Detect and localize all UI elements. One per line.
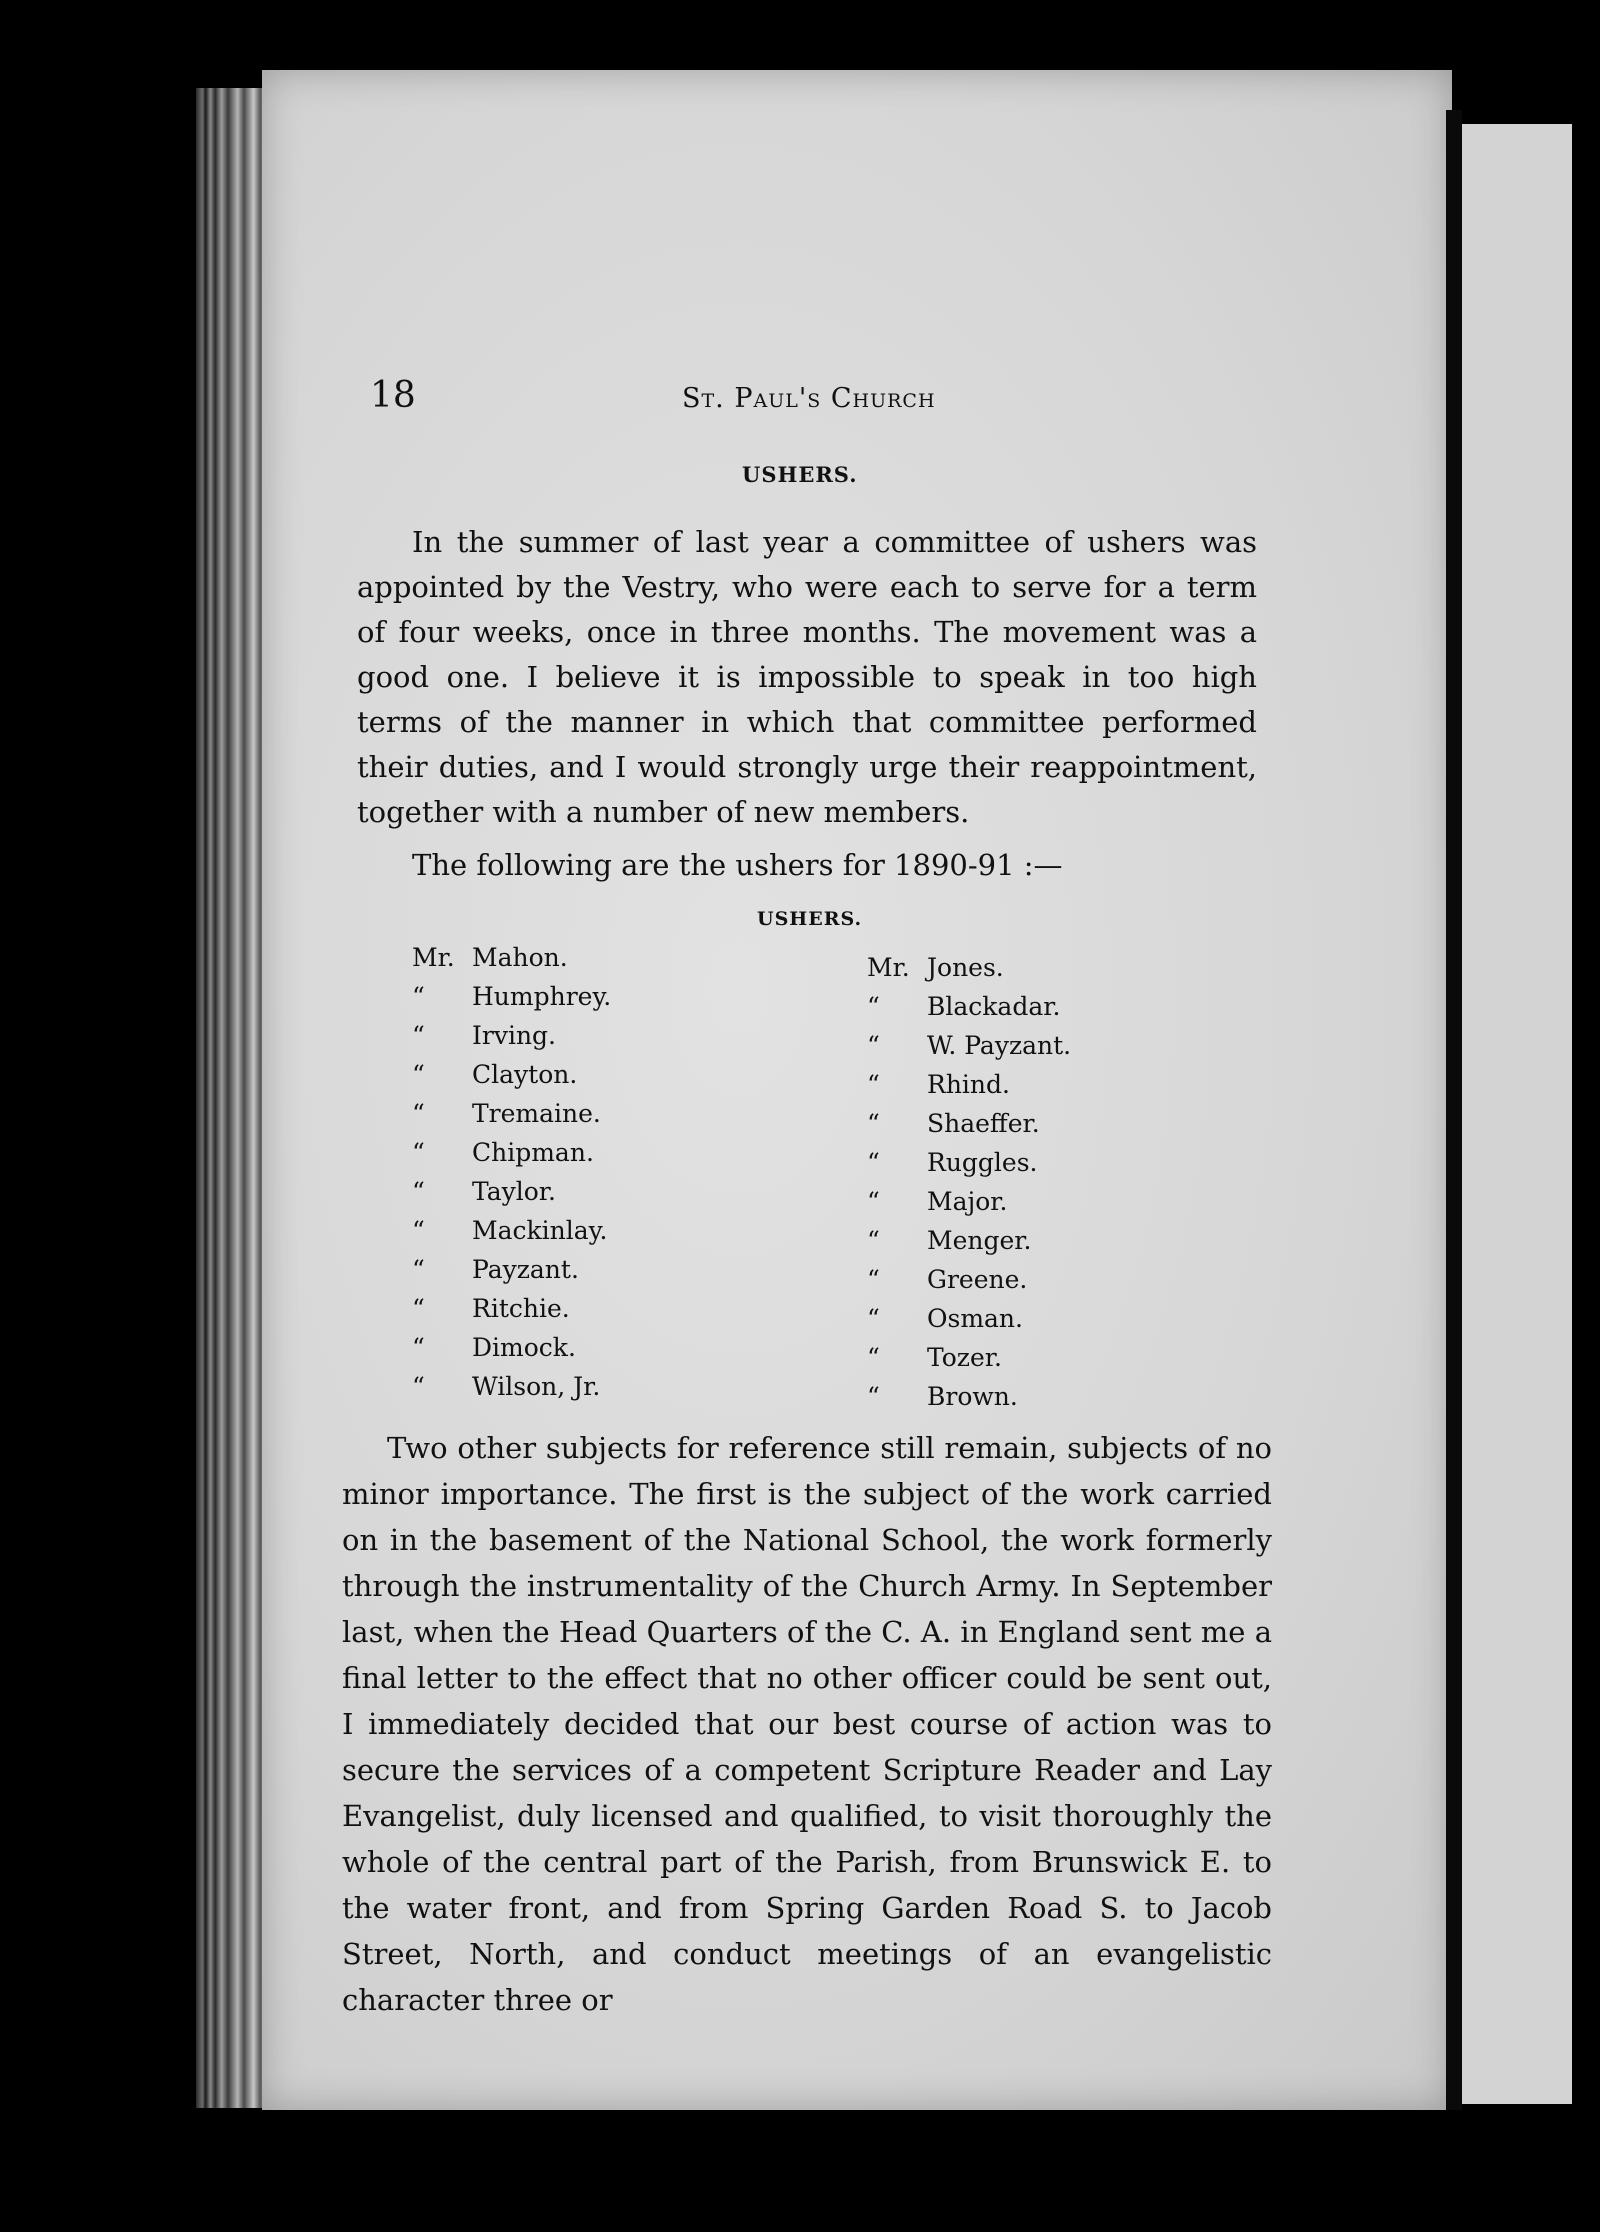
usher-name: Rhind. <box>927 1070 1010 1099</box>
list-item <box>867 1260 1071 1299</box>
paragraph-ushers-committee: In the summer of last year a committee of ushers was appointed by the Vestry, who were each to serve for a term of four weeks, once in three months. The movement was a good one. I believe it is impossible to speak in too high terms of the manner in which that committee performed their duties, and I would strongly urge their reappointment, together with a number of new members. <box>357 525 1257 829</box>
usher-prefix: “ <box>867 1148 880 1177</box>
usher-name: Blackadar. <box>927 992 1061 1021</box>
usher-prefix: “ <box>867 1382 880 1411</box>
list-item <box>867 987 1071 1026</box>
ushers-list-title: USHERS. <box>757 908 863 930</box>
list-item <box>412 1172 611 1211</box>
usher-prefix: “ <box>867 992 880 1021</box>
usher-name: Mackinlay. <box>472 1216 608 1245</box>
list-item <box>867 1065 1071 1104</box>
usher-name: Greene. <box>927 1265 1028 1294</box>
usher-name: Jones. <box>927 953 1004 982</box>
list-item <box>412 1094 611 1133</box>
usher-name: Chipman. <box>472 1138 594 1167</box>
usher-prefix: “ <box>412 982 425 1011</box>
usher-prefix: “ <box>412 1255 425 1284</box>
list-item <box>867 1338 1071 1377</box>
usher-name: Osman. <box>927 1304 1023 1333</box>
usher-prefix: “ <box>867 1226 880 1255</box>
usher-name: Wilson, Jr. <box>472 1372 601 1401</box>
list-item <box>412 1016 611 1055</box>
usher-prefix: “ <box>412 1294 425 1323</box>
usher-prefix: “ <box>412 1177 425 1206</box>
ushers-left-column <box>412 938 611 1406</box>
usher-name: Payzant. <box>472 1255 579 1284</box>
usher-prefix: “ <box>412 1060 425 1089</box>
usher-prefix: Mr. <box>412 943 455 972</box>
list-item <box>412 1367 611 1406</box>
usher-name: Clayton. <box>472 1060 578 1089</box>
list-item <box>412 1211 611 1250</box>
section-title: USHERS. <box>742 462 858 487</box>
list-item <box>412 1250 611 1289</box>
list-item <box>867 1026 1071 1065</box>
list-item <box>867 1143 1071 1182</box>
book-page <box>262 70 1452 2110</box>
usher-prefix: “ <box>412 1333 425 1362</box>
page-gutter-shadow <box>1446 110 1462 2110</box>
usher-prefix: “ <box>867 1070 880 1099</box>
list-item <box>867 1221 1071 1260</box>
list-item <box>867 948 1071 987</box>
usher-prefix: “ <box>412 1021 425 1050</box>
usher-prefix: Mr. <box>867 953 910 982</box>
usher-prefix: “ <box>412 1099 425 1128</box>
usher-name: W. Payzant. <box>927 1031 1072 1060</box>
usher-prefix: “ <box>867 1109 880 1138</box>
usher-prefix: “ <box>412 1216 425 1245</box>
usher-name: Dimock. <box>472 1333 576 1362</box>
list-item <box>867 1182 1071 1221</box>
usher-prefix: “ <box>867 1187 880 1216</box>
ushers-intro-line: The following are the ushers for 1890-91 :— <box>412 848 1063 882</box>
usher-name: Major. <box>927 1187 1008 1216</box>
usher-prefix: “ <box>412 1138 425 1167</box>
usher-name: Tozer. <box>927 1343 1002 1372</box>
usher-prefix: “ <box>867 1304 880 1333</box>
list-item <box>867 1299 1071 1338</box>
usher-name: Shaeffer. <box>927 1109 1040 1138</box>
usher-name: Mahon. <box>472 943 568 972</box>
usher-name: Taylor. <box>472 1177 556 1206</box>
list-item <box>412 1133 611 1172</box>
list-item <box>867 1377 1071 1416</box>
usher-prefix: “ <box>412 1372 425 1401</box>
usher-name: Irving. <box>472 1021 556 1050</box>
list-item <box>412 938 611 977</box>
facing-page <box>1462 124 1572 2104</box>
usher-name: Ritchie. <box>472 1294 570 1323</box>
usher-name: Humphrey. <box>472 982 612 1011</box>
usher-name: Brown. <box>927 1382 1018 1411</box>
page-number: 18 <box>370 375 416 416</box>
ushers-right-column <box>867 948 1071 1416</box>
running-head-title: St. Paul's Church <box>682 383 936 414</box>
list-item <box>867 1104 1071 1143</box>
list-item <box>412 1328 611 1367</box>
usher-prefix: “ <box>867 1343 880 1372</box>
paragraph-other-subjects: Two other subjects for reference still remain, subjects of no minor importance. The first is the subject of the work carried on in the basement of the National School, the work formerly through the instrumentality of the Church Army. In September last, when the Head Quarters of the C. A. in England sent me a final letter to the effect that no other officer could be sent out, I immediately decided that our best course of action was to secure the services of a competent Scripture Reader and Lay Evangelist, duly licensed and qualified, to visit thoroughly the whole of the central part of the Parish, from Brunswick E. to the water front, and from Spring Garden Road S. to Jacob Street, North, and conduct meetings of an evangelistic character three or <box>342 1431 1272 2017</box>
list-item <box>412 1055 611 1094</box>
usher-name: Ruggles. <box>927 1148 1038 1177</box>
usher-prefix: “ <box>867 1265 880 1294</box>
usher-prefix: “ <box>867 1031 880 1060</box>
list-item <box>412 1289 611 1328</box>
usher-name: Menger. <box>927 1226 1032 1255</box>
usher-name: Tremaine. <box>472 1099 601 1128</box>
list-item <box>412 977 611 1016</box>
